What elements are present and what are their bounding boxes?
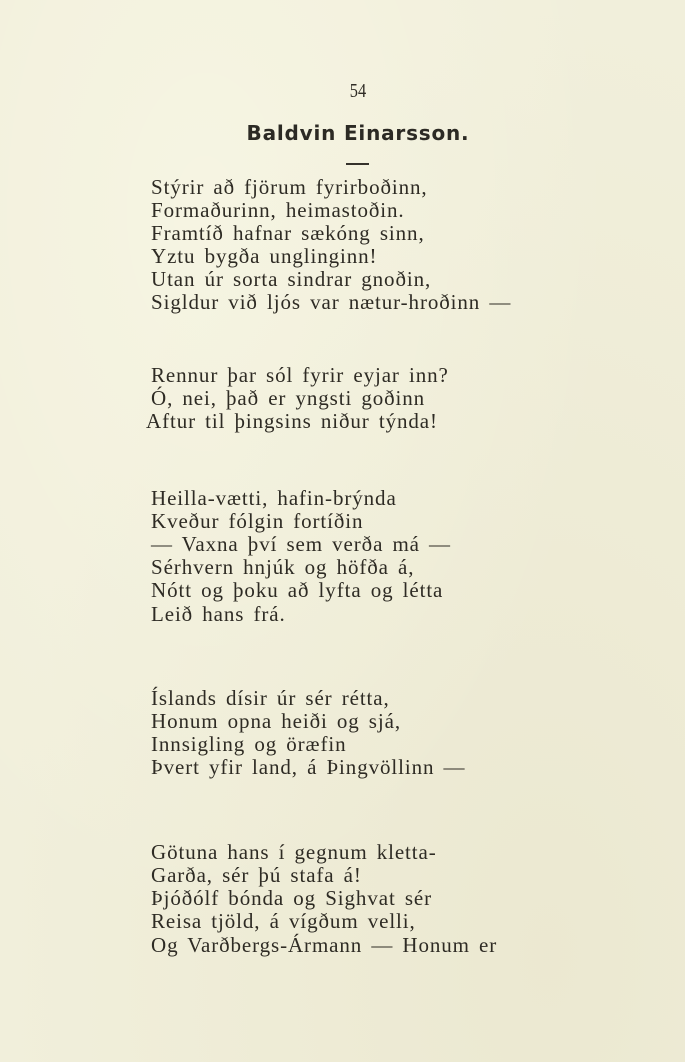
poem-line: Kveður fólgin fortíðin bbox=[151, 509, 364, 533]
poem-title: Baldvin Einarsson. bbox=[246, 121, 470, 145]
poem-line: Heilla-vætti, hafin-brýnda bbox=[151, 486, 397, 510]
poem-line: Sigldur við ljós var nætur-hroðinn — bbox=[151, 290, 512, 314]
poem-line: Ó, nei, það er yngsti goðinn bbox=[151, 386, 426, 410]
poem-line: — Vaxna því sem verða má — bbox=[151, 532, 451, 556]
poem-line: Nótt og þoku að lyfta og létta bbox=[151, 578, 444, 602]
poem-line: Þjóðólf bónda og Sighvat sér bbox=[151, 886, 433, 910]
poem-line: Götuna hans í gegnum kletta- bbox=[151, 840, 437, 864]
poem-line: Yztu bygða unglinginn! bbox=[151, 244, 378, 268]
title-divider bbox=[346, 163, 369, 165]
poem-line: Sérhvern hnjúk og höfða á, bbox=[151, 555, 415, 579]
poem-line: Reisa tjöld, á vígðum velli, bbox=[151, 909, 416, 933]
poem-line: Íslands dísir úr sér rétta, bbox=[151, 686, 390, 710]
poem-line: Utan úr sorta sindrar gnoðin, bbox=[151, 267, 432, 291]
poem-line: Honum opna heiði og sjá, bbox=[151, 709, 401, 733]
poem-line: Þvert yfir land, á Þingvöllinn — bbox=[151, 755, 466, 779]
poem-line: Stýrir að fjörum fyrirboðinn, bbox=[151, 175, 428, 199]
poem-line: Leið hans frá. bbox=[151, 602, 286, 626]
poem-line: Og Varðbergs-Ármann — Honum er bbox=[151, 933, 498, 957]
poem-line: Aftur til þingsins niður týnda! bbox=[146, 409, 438, 433]
poem-line: Rennur þar sól fyrir eyjar inn? bbox=[151, 363, 449, 387]
poem-line: Innsigling og öræfin bbox=[151, 732, 347, 756]
poem-line: Garða, sér þú stafa á! bbox=[151, 863, 362, 887]
poem-line: Framtíð hafnar sækóng sinn, bbox=[151, 221, 425, 245]
page-number: 54 bbox=[349, 80, 367, 102]
poem-line: Formaðurinn, heimastoðin. bbox=[151, 198, 405, 222]
